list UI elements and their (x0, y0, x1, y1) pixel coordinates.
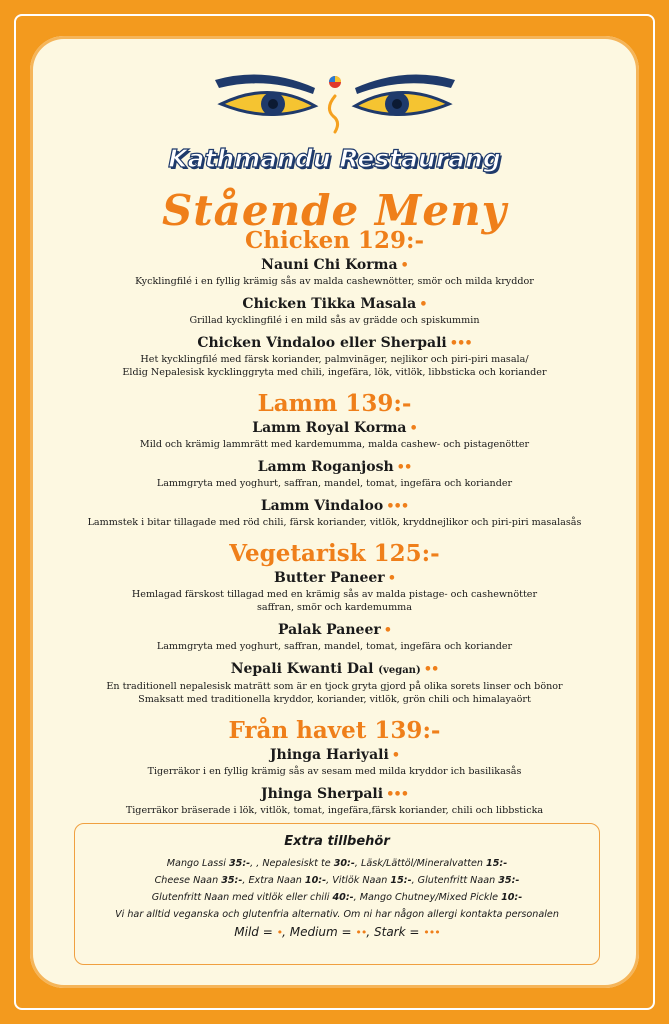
spice-level: ••• (449, 336, 472, 351)
dish-name (30, 458, 639, 477)
dish-name-text: Jhinga Sherpali (260, 786, 384, 802)
price: 10:- (304, 875, 327, 886)
item-text: , Läsk/Lättöl/Mineralvatten (354, 858, 487, 869)
spice-legend (75, 925, 599, 939)
restaurant-logo (30, 66, 639, 186)
dish-item (30, 785, 639, 817)
dish-name (30, 419, 639, 438)
price: 10:- (501, 892, 523, 903)
dish-description: Kycklingfilé i en fyllig krämig sås av malda cashewnötter, smör och milda kryddor (135, 276, 534, 287)
menu-section (30, 389, 639, 529)
section-title: Vegetarisk 125:- (229, 540, 440, 567)
dish-name-text: Nepali Kwanti Dal (230, 661, 374, 677)
spice-level: • (387, 571, 395, 586)
dish-item (30, 419, 639, 451)
item-text: , , Nepalesiskt te (250, 858, 334, 869)
extras-sides-line (75, 889, 599, 906)
dish-name-text: Nauni Chi Korma (261, 257, 398, 273)
dish-item (30, 497, 639, 529)
price: 40:- (332, 892, 354, 903)
dish-item (30, 295, 639, 327)
dish-name (30, 569, 639, 588)
extras-title: Extra tillbehör (284, 834, 390, 849)
dish-name-text: Chicken Vindaloo eller Sherpali (197, 335, 447, 351)
spice-level: ••• (386, 499, 409, 514)
spice-level: • (400, 258, 408, 273)
price: 35:- (498, 875, 520, 886)
dish-description: Tigerräkor i en fyllig krämig sås av sesam med milda kryddor ich basilikasås (147, 766, 522, 777)
menu-panel (30, 36, 639, 988)
dish-name-text: Butter Paneer (273, 570, 385, 586)
dish-description: Mild och krämig lammrätt med kardemumma, malda cashew- och pistagenötter (139, 439, 530, 450)
section-title: Chicken 129:- (244, 227, 425, 254)
dish-description: Lammgryta med yoghurt, saffran, mandel, tomat, ingefära och koriander (156, 641, 513, 652)
menu-title: Stående Meny (161, 186, 508, 235)
extras-box (74, 823, 600, 965)
dish-description: Het kycklingfilé med färsk koriander, palmvinäger, nejlikor och piri-piri masala/ (140, 354, 529, 365)
dish-description: En traditionell nepalesisk maträtt som är en tjock gryta gjord på olika sorets linser och bönor (106, 681, 563, 692)
dish-name (30, 497, 639, 516)
spice-level: • (391, 748, 400, 763)
item-text: Mango Lassi (166, 858, 229, 869)
item-text: , Mango Chutney/Mixed Pickle (353, 892, 502, 903)
menu-section (30, 716, 639, 817)
spice-level: •• (423, 662, 439, 677)
price: 35:- (221, 875, 243, 886)
item-text: Cheese Naan (154, 875, 222, 886)
dish-name (30, 334, 639, 353)
restaurant-name: Kathmandu Restaurang (168, 144, 501, 173)
dish-item (30, 458, 639, 490)
spice-level: • (383, 623, 392, 638)
spice-level: •• (396, 460, 412, 475)
extras-drinks-line (75, 855, 599, 872)
vegan-tag: (vegan) (378, 665, 421, 676)
price: 35:- (228, 858, 251, 869)
price: 15:- (390, 875, 412, 886)
dish-item (30, 621, 639, 653)
dish-name (30, 785, 639, 804)
spice-level: • (419, 297, 427, 312)
price: 15:- (486, 858, 508, 869)
dish-name-text: Jhinga Hariyali (269, 747, 389, 763)
spice-level: • (409, 421, 417, 436)
dish-name (30, 621, 639, 640)
item-text: , Glutenfritt Naan (411, 875, 499, 886)
legend-label: , Stark = (366, 925, 424, 939)
dish-description: Lammgryta med yoghurt, saffran, mandel, tomat, ingefära och koriander (156, 478, 513, 489)
section-title: Lamm 139:- (257, 390, 412, 417)
dish-description: Tigerräkor bräserade i lök, vitlök, tomat, ingefära,färsk koriander, chili och libbsticka (125, 805, 544, 816)
dish-item (30, 256, 639, 288)
dish-name-text: Palak Paneer (277, 622, 381, 638)
item-text: Glutenfritt Naan med vitlök eller chili (151, 892, 333, 903)
dish-name-text: Lamm Vindaloo (260, 498, 384, 514)
dish-name (30, 746, 639, 765)
menu-section (30, 226, 639, 379)
dish-name (30, 295, 639, 314)
dish-name (30, 660, 639, 680)
extras-naan-line (75, 872, 599, 889)
spice-level: ••• (386, 787, 409, 802)
menu-section (30, 539, 639, 706)
dish-description: Lammstek i bitar tillagade med röd chili, färsk koriander, vitlök, kryddnejlikor och piri-piri masalasås (87, 517, 582, 528)
menu-sections (30, 226, 639, 827)
dish-item (30, 660, 639, 706)
allergy-note: Vi har alltid veganska och glutenfria alternativ. Om ni har någon allergi kontakta personalen (115, 909, 559, 920)
dish-description: Grillad kycklingfilé i en mild sås av grädde och spiskummin (189, 315, 480, 326)
item-text: , Vitlök Naan (326, 875, 391, 886)
legend-label: , Medium = (282, 925, 356, 939)
dish-item (30, 569, 639, 614)
dish-name (30, 256, 639, 275)
dish-description: Smaksatt med traditionella kryddor, koriander, vitlök, grön chili och himalayaört (138, 694, 531, 705)
dish-name-text: Chicken Tikka Masala (242, 296, 417, 312)
price: 30:- (333, 858, 355, 869)
dish-item (30, 746, 639, 778)
dish-description: saffran, smör och kardemumma (257, 602, 412, 613)
legend-label: Mild = (234, 925, 277, 939)
dish-item (30, 334, 639, 379)
legend-spice: • (276, 926, 283, 939)
dish-name-text: Lamm Royal Korma (252, 420, 407, 436)
dish-description: Eldig Nepalesisk kycklinggryta med chili, ingefära, lök, vitlök, libbsticka och koriander (122, 367, 547, 378)
item-text: , Extra Naan (242, 875, 305, 886)
dish-description: Hemlagad färskost tillagad med en krämig sås av malda pistage- och cashewnötter (131, 589, 538, 600)
legend-spice: ••• (423, 926, 440, 939)
dish-name-text: Lamm Roganjosh (257, 459, 394, 475)
section-title: Från havet 139:- (228, 717, 441, 744)
legend-spice: •• (355, 926, 367, 939)
